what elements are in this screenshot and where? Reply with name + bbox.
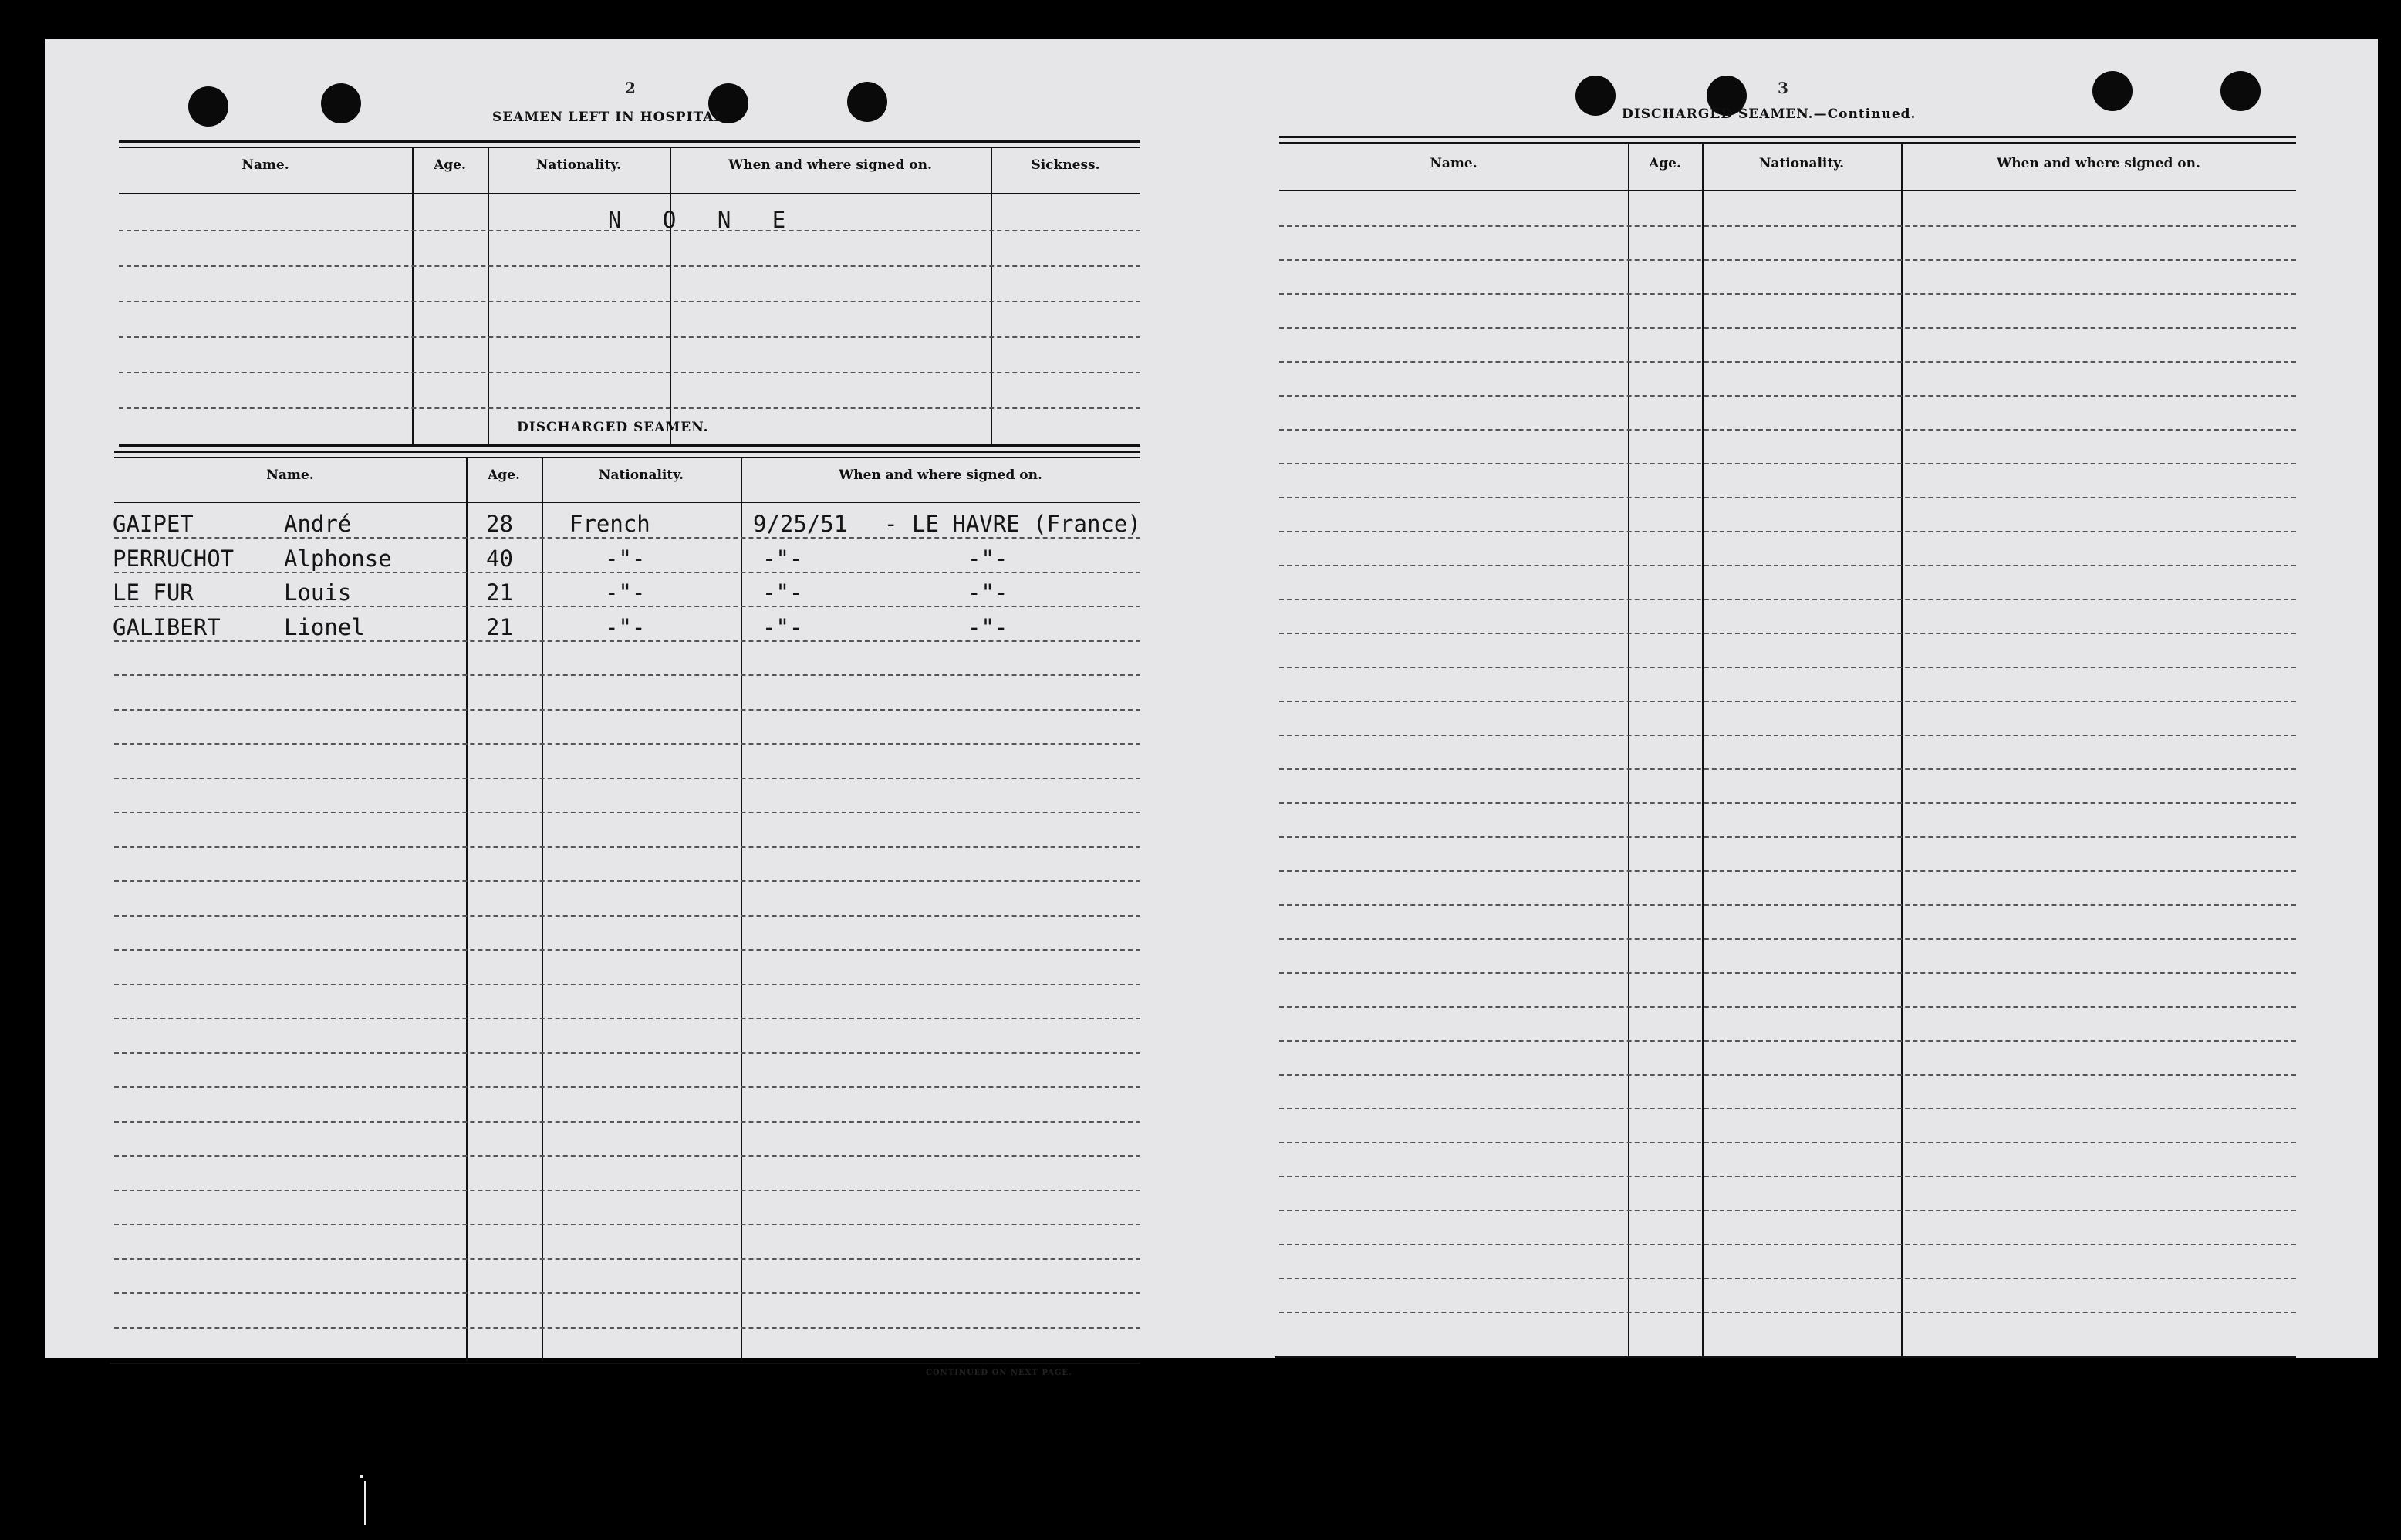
ruled-line [114, 880, 1140, 882]
ruled-line [114, 778, 1140, 779]
ruled-line [1279, 1244, 2296, 1245]
seaman-given-name: André [284, 511, 352, 537]
seaman-age: 28 [486, 511, 513, 537]
ruled-line [1279, 972, 2296, 974]
ruled-line [1279, 870, 2296, 872]
ruled-line [114, 1327, 1140, 1329]
seaman-surname: GALIBERT [113, 613, 221, 640]
ruled-line [1279, 1278, 2296, 1279]
ruled-line [114, 674, 1140, 676]
ruled-line [119, 301, 1140, 302]
seaman-given-name: Louis [284, 579, 352, 606]
right-header-age: Age. [1649, 156, 1681, 171]
film-scratch [364, 1481, 366, 1525]
column-rule [1702, 142, 1704, 1356]
rule [1279, 136, 2296, 138]
ruled-line [1279, 667, 2296, 668]
ruled-line [1279, 768, 2296, 770]
ruled-line [1279, 429, 2296, 431]
seaman-signed-place: -"- [967, 613, 1008, 640]
ruled-line [114, 949, 1140, 951]
punch-hole [321, 83, 361, 123]
right-page-title: DISCHARGED SEAMEN.—Continued. [1622, 106, 1916, 122]
seaman-surname: LE FUR [113, 579, 194, 606]
right-header-nationality: Nationality. [1758, 156, 1845, 171]
hospital-section-title: SEAMEN LEFT IN HOSPITAL. [492, 110, 730, 125]
hospital-header-signed-on: When and where signed on. [728, 157, 932, 173]
seaman-signed-date: 9/25/51 [753, 511, 848, 537]
right-page-number: 3 [1778, 79, 1788, 97]
discharged-header-age: Age. [488, 468, 520, 483]
ruled-line [114, 1086, 1140, 1088]
discharged-header-signed-on: When and where signed on. [839, 468, 1042, 483]
rule [114, 457, 1140, 458]
seaman-signed-place: LE HAVRE (France) [912, 511, 1141, 537]
ruled-line [1279, 938, 2296, 940]
ruled-line [119, 372, 1140, 373]
seaman-nationality: French [569, 511, 650, 537]
ruled-line [1279, 395, 2296, 397]
ruled-line [1279, 225, 2296, 227]
ruled-line [1279, 327, 2296, 329]
ruled-line [1279, 1312, 2296, 1313]
ruled-line [1279, 463, 2296, 464]
seaman-signed-date: -"- [762, 613, 803, 640]
ruled-line [114, 846, 1140, 848]
ruled-line [1279, 293, 2296, 295]
seaman-given-name: Alphonse [284, 545, 392, 572]
ledger-sheet [45, 39, 2378, 1377]
rule [119, 147, 1140, 148]
ruled-line [114, 1224, 1140, 1225]
ruled-line [1279, 1108, 2296, 1109]
seaman-given-name: Lionel [284, 613, 365, 640]
rule [119, 444, 1140, 447]
ruled-line [114, 1292, 1140, 1294]
continued-note: CONTINUED ON NEXT PAGE. [926, 1369, 1072, 1377]
ruled-line [114, 984, 1140, 985]
ruled-line [1279, 1142, 2296, 1143]
ruled-line [114, 1018, 1140, 1019]
right-header-signed-on: When and where signed on. [1997, 156, 2200, 171]
rule [110, 1363, 1140, 1364]
ruled-line [1279, 1040, 2296, 1042]
seaman-nationality: -"- [605, 613, 646, 640]
ruled-line [1279, 565, 2296, 566]
ruled-line [1279, 633, 2296, 634]
punch-hole [2220, 71, 2261, 111]
ruled-line [1279, 1176, 2296, 1177]
ruled-line [1279, 531, 2296, 532]
punch-hole [1575, 76, 1616, 116]
ruled-line [1279, 1006, 2296, 1008]
seaman-nationality: -"- [605, 545, 646, 572]
rule [114, 451, 1140, 453]
ruled-line [1279, 904, 2296, 906]
ruled-line [119, 265, 1140, 267]
ruled-line [114, 709, 1140, 711]
ruled-line [1279, 361, 2296, 363]
hospital-none-entry: N O N E [608, 207, 800, 233]
right-header-name: Name. [1430, 156, 1477, 171]
hospital-header-name: Name. [241, 157, 289, 173]
seaman-age: 21 [486, 579, 513, 606]
seaman-signed-place: -"- [967, 545, 1008, 572]
punch-hole [188, 86, 228, 127]
ruled-line [114, 1155, 1140, 1157]
discharged-header-name: Name. [266, 468, 314, 483]
ruled-line [114, 572, 1140, 573]
column-rule [412, 147, 414, 444]
hospital-header-age: Age. [434, 157, 466, 173]
ruled-line [114, 1258, 1140, 1260]
ruled-line [1279, 599, 2296, 600]
ruled-line [114, 915, 1140, 917]
discharged-header-nationality: Nationality. [598, 468, 684, 483]
column-rule [1901, 142, 1903, 1356]
rule [1275, 1356, 2296, 1358]
rule [119, 140, 1140, 143]
seaman-signed-date: -"- [762, 545, 803, 572]
hospital-header-nationality: Nationality. [535, 157, 622, 173]
ruled-line [119, 407, 1140, 409]
ruled-line [1279, 701, 2296, 702]
seaman-nationality: -"- [605, 579, 646, 606]
column-rule [542, 457, 543, 1361]
ruled-line [1279, 259, 2296, 261]
ruled-line [1279, 836, 2296, 838]
seaman-signed-place: -"- [967, 579, 1008, 606]
ruled-line [1279, 497, 2296, 498]
ruled-line [114, 640, 1140, 642]
rule [119, 193, 1140, 194]
ruled-line [1279, 1210, 2296, 1211]
column-rule [466, 457, 468, 1361]
ruled-line [1279, 1074, 2296, 1076]
ruled-line [114, 812, 1140, 813]
ruled-line [114, 1052, 1140, 1054]
seaman-age: 21 [486, 613, 513, 640]
film-scratch [360, 1475, 363, 1478]
seaman-surname: PERRUCHOT [113, 545, 235, 572]
rule [1279, 190, 2296, 191]
ruled-line [114, 743, 1140, 745]
column-rule [488, 147, 489, 444]
column-rule [991, 147, 992, 444]
punch-hole [847, 82, 887, 122]
punch-hole [2092, 71, 2133, 111]
ruled-line [114, 1121, 1140, 1123]
ruled-line [1279, 802, 2296, 804]
hospital-header-sickness: Sickness. [1031, 157, 1100, 173]
ruled-line [114, 606, 1140, 607]
rule [1279, 142, 2296, 144]
rule [114, 502, 1140, 503]
seaman-age: 40 [486, 545, 513, 572]
seaman-surname: GAIPET [113, 511, 194, 537]
column-rule [1628, 142, 1629, 1356]
left-page-number: 2 [625, 79, 636, 97]
column-rule [741, 457, 742, 1361]
seaman-signed-date: -"- [762, 579, 803, 606]
discharged-section-title: DISCHARGED SEAMEN. [517, 420, 709, 435]
ruled-line [1279, 735, 2296, 736]
ruled-line [114, 1190, 1140, 1191]
column-rule [670, 147, 671, 444]
ruled-line [119, 336, 1140, 338]
ruled-line [114, 537, 1140, 539]
seaman-separator: - [884, 511, 898, 537]
